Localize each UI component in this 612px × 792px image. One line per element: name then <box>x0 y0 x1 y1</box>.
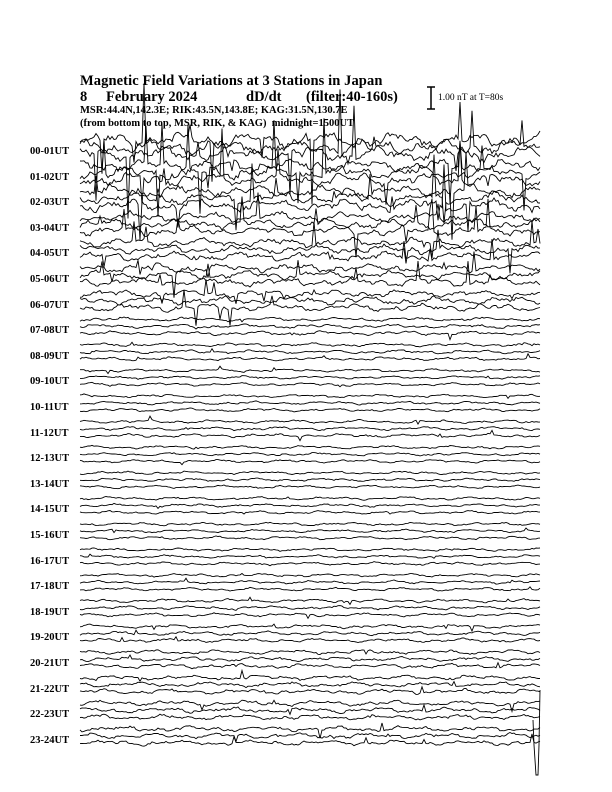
trace-rik-hour-6 <box>80 296 540 305</box>
hour-label: 01-02UT <box>30 171 70 183</box>
date-row <box>80 89 398 106</box>
trace-msr-hour-22 <box>80 714 540 720</box>
hour-label: 10-11UT <box>30 402 69 413</box>
trace-msr-hour-13 <box>80 485 540 489</box>
hour-label: 20-21UT <box>30 658 70 669</box>
trace-rik-hour-9 <box>80 376 540 380</box>
trace-msr-hour-19 <box>80 637 540 643</box>
order-line <box>80 118 354 129</box>
trace-end-spike <box>533 690 540 775</box>
trace-kag-hour-19 <box>80 624 540 631</box>
hour-label: 17-18UT <box>30 581 70 593</box>
hour-label: 04-05UT <box>30 248 70 260</box>
trace-msr-hour-14 <box>80 511 540 515</box>
date-month-year: February 2024 <box>106 89 198 105</box>
trace-rik-hour-11 <box>80 427 540 431</box>
hour-label: 19-20UT <box>30 632 70 644</box>
trace-rik-hour-10 <box>80 401 540 405</box>
trace-kag-hour-7 <box>80 317 540 322</box>
hour-label: 15-16UT <box>30 530 70 541</box>
trace-msr-hour-11 <box>80 430 540 440</box>
trace-rik-hour-14 <box>80 503 540 508</box>
trace-rik-hour-8 <box>80 349 540 354</box>
hour-label: 05-06UT <box>30 274 70 285</box>
trace-rik-hour-16 <box>80 554 540 558</box>
component-label: dD/dt <box>246 89 282 105</box>
trace-kag-hour-15 <box>80 522 540 526</box>
trace-msr-hour-18 <box>80 613 540 619</box>
hour-label: 08-09UT <box>30 350 70 362</box>
trace-msr-hour-21 <box>80 687 540 695</box>
hour-label: 22-23UT <box>30 709 70 721</box>
order-note: (from bottom to top, MSR, RIK, & KAG) <box>80 118 267 129</box>
trace-msr-hour-16 <box>80 562 540 566</box>
trace-msr-hour-20 <box>80 663 540 669</box>
stations-line: MSR:44.4N,142.3E; RIK:43.5N,143.8E; KAG:31.5N,130.7E <box>80 105 348 116</box>
trace-msr-hour-15 <box>80 536 540 540</box>
date-day: 8 <box>80 89 88 105</box>
hour-label: 12-13UT <box>30 453 70 465</box>
trace-kag-hour-21 <box>80 671 540 682</box>
trace-kag-hour-13 <box>80 471 540 475</box>
trace-group <box>80 83 540 775</box>
filter-label: (filter:40-160s) <box>306 89 398 105</box>
hour-label: 21-22UT <box>30 683 70 695</box>
trace-kag-hour-16 <box>80 548 540 551</box>
hour-label: 16-17UT <box>30 555 70 567</box>
trace-kag-hour-14 <box>80 497 540 501</box>
trace-rik-hour-5 <box>80 260 540 298</box>
trace-kag-hour-11 <box>80 416 540 424</box>
hour-label: 00-01UT <box>30 146 70 157</box>
hour-label: 18-19UT <box>30 606 70 618</box>
trace-kag-hour-8 <box>80 342 540 347</box>
trace-rik-hour-21 <box>80 682 540 688</box>
trace-kag-hour-9 <box>80 366 540 373</box>
trace-msr-hour-8 <box>80 354 540 361</box>
trace-msr-hour-4 <box>80 239 540 267</box>
hour-label: 13-14UT <box>30 478 70 490</box>
trace-msr-hour-12 <box>80 460 540 465</box>
trace-kag-hour-4 <box>80 221 540 258</box>
trace-kag-hour-10 <box>80 394 540 399</box>
trace-kag-hour-18 <box>80 597 540 604</box>
trace-rik-hour-7 <box>80 324 540 329</box>
trace-rik-hour-3 <box>80 197 540 230</box>
midnight-note: midnight=1500UT <box>271 118 355 129</box>
trace-rik-hour-19 <box>80 630 540 635</box>
scale-label: 1.00 nT at T=80s <box>438 93 504 103</box>
hour-label: 11-12UT <box>30 427 69 439</box>
trace-rik-hour-18 <box>80 606 540 611</box>
trace-msr-hour-17 <box>80 587 540 591</box>
trace-kag-hour-20 <box>80 650 540 655</box>
trace-rik-hour-15 <box>80 528 540 533</box>
hour-label: 02-03UT <box>30 197 70 209</box>
hour-label: 03-04UT <box>30 222 70 234</box>
trace-kag-hour-17 <box>80 574 540 578</box>
trace-rik-hour-12 <box>80 453 540 456</box>
hour-label: 09-10UT <box>30 376 70 388</box>
hour-label: 14-15UT <box>30 504 70 516</box>
trace-kag-hour-12 <box>80 445 540 449</box>
trace-msr-hour-10 <box>80 408 540 412</box>
trace-rik-hour-22 <box>80 705 540 714</box>
hour-label: 23-24UT <box>30 734 70 746</box>
trace-msr-hour-7 <box>80 331 540 340</box>
trace-msr-hour-9 <box>80 382 540 386</box>
scale-bar-icon <box>425 86 437 110</box>
chart-title: Magnetic Field Variations at 3 Stations in Japan <box>80 73 383 89</box>
trace-rik-hour-23 <box>80 733 540 742</box>
hour-label: 06-07UT <box>30 299 70 311</box>
trace-rik-hour-13 <box>80 478 540 481</box>
trace-rik-hour-17 <box>80 578 540 584</box>
trace-rik-hour-20 <box>80 655 540 662</box>
hour-label: 07-08UT <box>30 325 70 337</box>
